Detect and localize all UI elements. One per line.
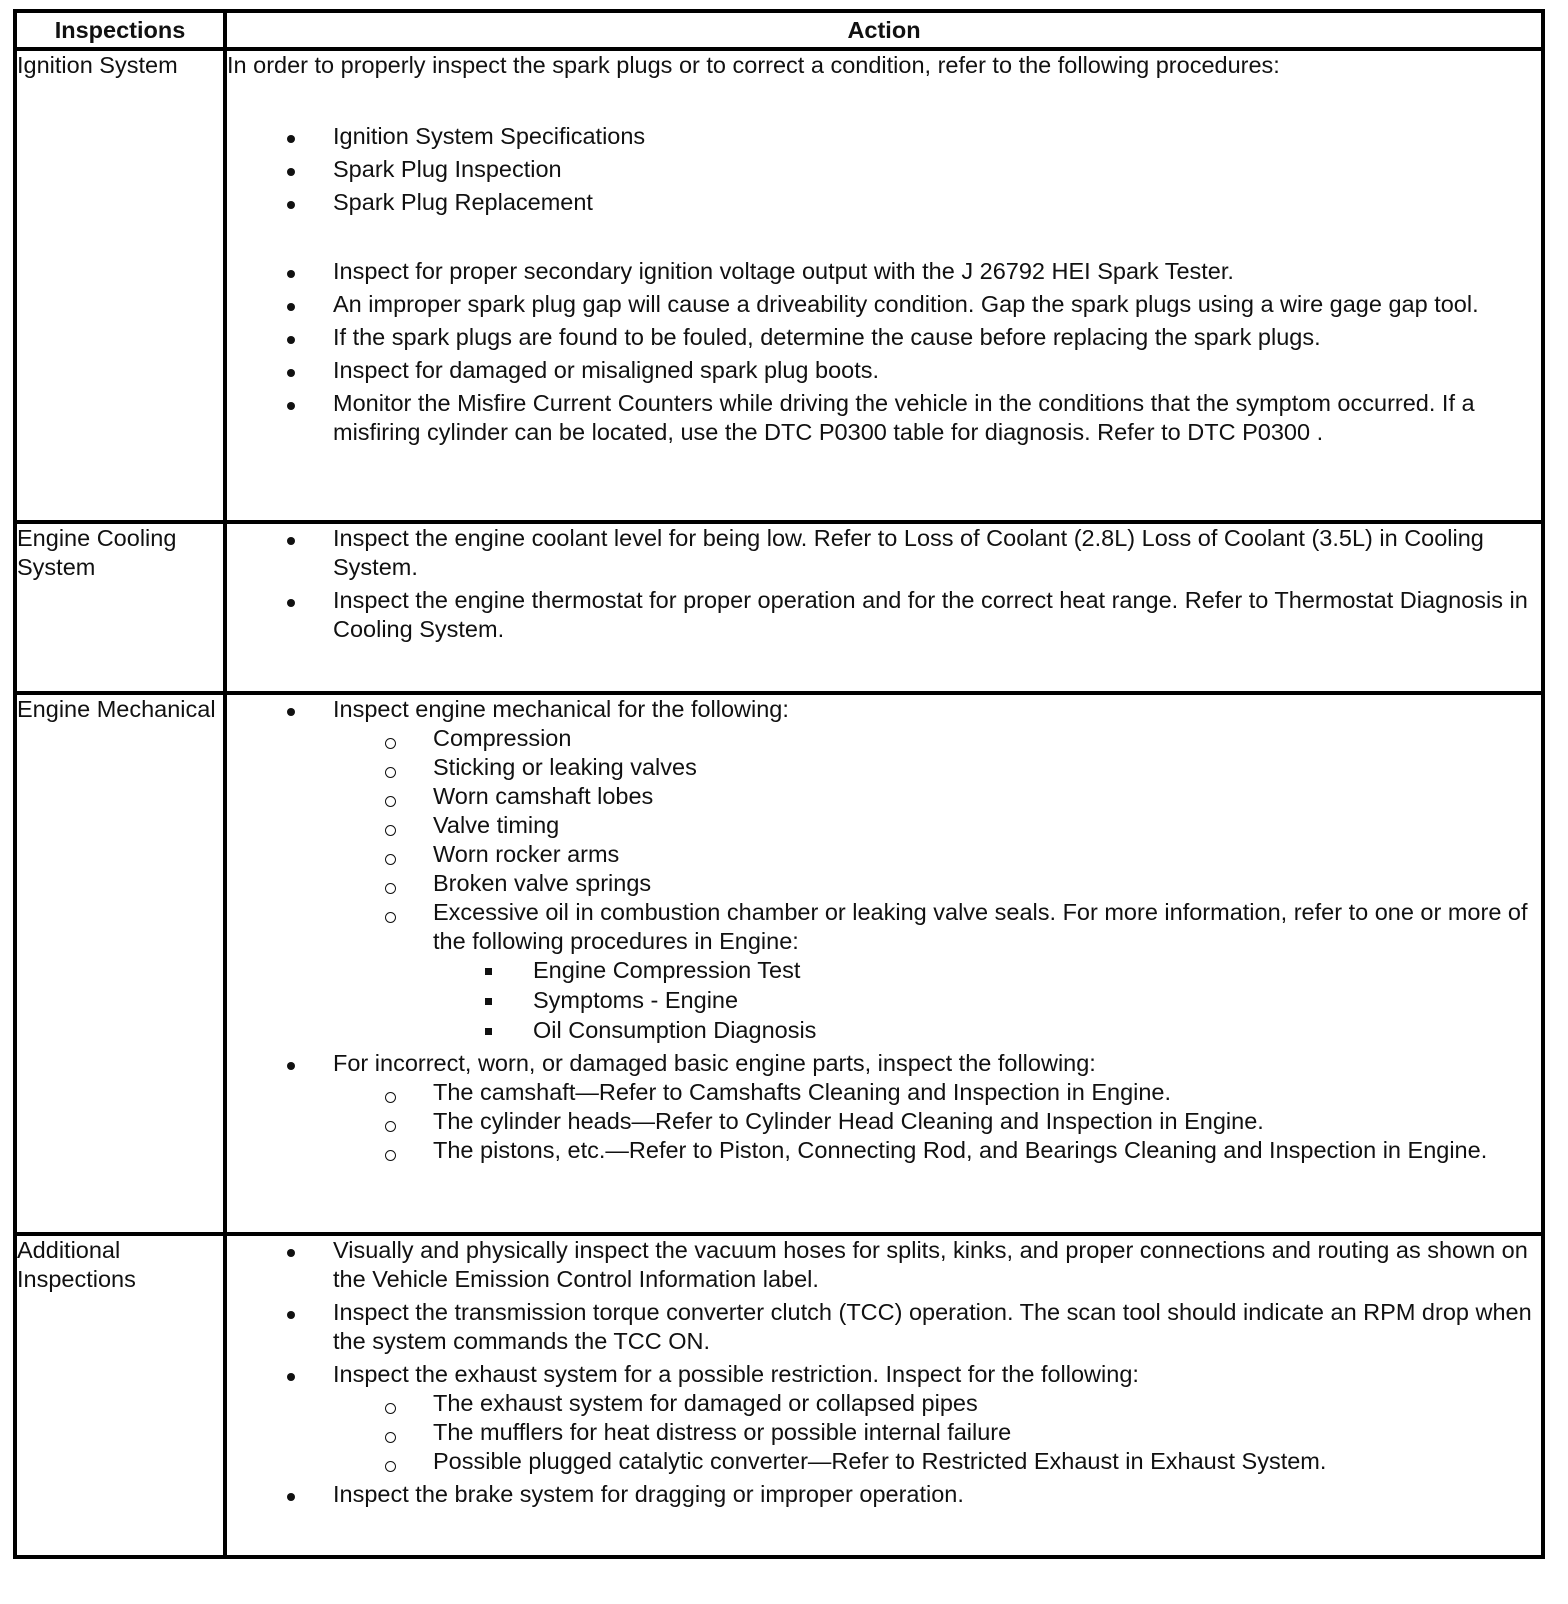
list-item: Inspect for proper secondary ignition voltage output with the J 26792 HEI Spark Tester. xyxy=(227,257,1541,286)
row-label: Ignition System xyxy=(15,49,225,522)
sub-list-item: The mufflers for heat distress or possible internal failure xyxy=(333,1418,1541,1447)
row-action xyxy=(225,1234,1543,1557)
list-item: Inspect the engine thermostat for proper operation and for the correct heat range. Refer to Thermostat Diagnosis in Cooling System. xyxy=(227,586,1541,644)
circle-bullet-icon xyxy=(385,1432,396,1443)
bullet-icon xyxy=(287,1493,295,1501)
bullet-icon xyxy=(287,1249,295,1257)
list-item: If the spark plugs are found to be fouled, determine the cause before replacing the spark plugs. xyxy=(227,323,1541,352)
sub-list xyxy=(333,1078,1541,1165)
nested-list-item: Engine Compression Test xyxy=(433,956,1541,985)
circle-bullet-icon xyxy=(385,767,396,778)
sub-list-item: The camshaft—Refer to Camshafts Cleaning and Inspection in Engine. xyxy=(333,1078,1541,1107)
row-action xyxy=(225,693,1543,1234)
nested-list-item: Symptoms - Engine xyxy=(433,986,1541,1015)
list-item: For incorrect, worn, or damaged basic engine parts, inspect the following: The camshaft—Refer to Camshafts Cleaning and Inspection in Engine. The cylinder heads—Refer to Cylinder Head Cleaning and Inspection in Engine. The pistons, etc.—Refer to Piston, Connecting Rod, and Bearings Cleaning and Inspection in Engine. xyxy=(227,1049,1541,1165)
sub-list-item: Worn camshaft lobes xyxy=(333,782,1541,811)
bullet-icon xyxy=(287,201,295,209)
list-item: Spark Plug Replacement xyxy=(227,188,1541,217)
inspection-list xyxy=(227,524,1541,644)
row-action xyxy=(225,49,1543,522)
list-item: Inspect engine mechanical for the following: Compression Sticking or leaking valves Worn camshaft lobes Valve timing Worn rocker arms Broken valve springs Excessive oil in combustion chamber or leaking valve seals. For more information, refer to one or more of the following procedures in Engine: Engine Compression Test Symptoms - Engine Oil Consumption Diagnosis xyxy=(227,695,1541,1045)
circle-bullet-icon xyxy=(385,1150,396,1161)
circle-bullet-icon xyxy=(385,1121,396,1132)
sub-list-item: Broken valve springs xyxy=(333,869,1541,898)
circle-bullet-icon xyxy=(385,1403,396,1414)
list-item: Inspect the engine coolant level for being low. Refer to Loss of Coolant (2.8L) Loss of Coolant (3.5L) in Cooling System. xyxy=(227,524,1541,582)
bullet-icon xyxy=(287,1062,295,1070)
sub-list xyxy=(333,724,1541,1045)
sub-list-item: Valve timing xyxy=(333,811,1541,840)
nested-sub-list xyxy=(433,956,1541,1045)
row-ignition-system xyxy=(15,49,1543,522)
header-row xyxy=(15,11,1543,49)
row-label: Engine Cooling System xyxy=(15,522,225,693)
bullet-icon xyxy=(287,1373,295,1381)
list-item: Visually and physically inspect the vacuum hoses for splits, kinks, and proper connections and routing as shown on the Vehicle Emission Control Information label. xyxy=(227,1236,1541,1294)
sub-list xyxy=(333,1389,1541,1476)
bullet-icon xyxy=(287,336,295,344)
row-label: Engine Mechanical xyxy=(15,693,225,1234)
inspection-list xyxy=(227,1236,1541,1509)
circle-bullet-icon xyxy=(385,1092,396,1103)
bullet-icon xyxy=(287,168,295,176)
inspection-list xyxy=(227,257,1541,447)
sub-list-item: Compression xyxy=(333,724,1541,753)
sub-list-item: Excessive oil in combustion chamber or leaking valve seals. For more information, refer to one or more of the following procedures in Engine: Engine Compression Test Symptoms - Engine Oil Consumption Diagnosis xyxy=(333,898,1541,1045)
procedure-list xyxy=(227,122,1541,217)
row-action xyxy=(225,522,1543,693)
square-bullet-icon xyxy=(485,998,492,1005)
row-additional-inspections xyxy=(15,1234,1543,1557)
square-bullet-icon xyxy=(485,1028,492,1035)
inspection-list xyxy=(227,695,1541,1165)
intro-text: In order to properly inspect the spark plugs or to correct a condition, refer to the following procedures: xyxy=(227,52,1280,78)
bullet-icon xyxy=(287,369,295,377)
nested-list-item: Oil Consumption Diagnosis xyxy=(433,1016,1541,1045)
list-item: Spark Plug Inspection xyxy=(227,155,1541,184)
list-item: Monitor the Misfire Current Counters while driving the vehicle in the conditions that the symptom occurred. If a misfiring cylinder can be located, use the DTC P0300 table for diagnosis. Refer to DTC P0300 . xyxy=(227,389,1541,447)
row-engine-cooling-system xyxy=(15,522,1543,693)
sub-list-item: The pistons, etc.—Refer to Piston, Connecting Rod, and Bearings Cleaning and Inspection in Engine. xyxy=(333,1136,1541,1165)
header-action: Action xyxy=(225,11,1543,49)
list-item: Inspect the exhaust system for a possible restriction. Inspect for the following: The exhaust system for damaged or collapsed pipes The mufflers for heat distress or possible internal failure Possible plugged catalytic converter—Refer to Restricted Exhaust in Exhaust System. xyxy=(227,1360,1541,1476)
circle-bullet-icon xyxy=(385,796,396,807)
row-label: Additional Inspections xyxy=(15,1234,225,1557)
circle-bullet-icon xyxy=(385,1461,396,1472)
circle-bullet-icon xyxy=(385,854,396,865)
sub-list-item: Possible plugged catalytic converter—Refer to Restricted Exhaust in Exhaust System. xyxy=(333,1447,1541,1476)
sub-list-item: Worn rocker arms xyxy=(333,840,1541,869)
list-item: Inspect the transmission torque converter clutch (TCC) operation. The scan tool should indicate an RPM drop when the system commands the TCC ON. xyxy=(227,1298,1541,1356)
list-item: Inspect for damaged or misaligned spark plug boots. xyxy=(227,356,1541,385)
square-bullet-icon xyxy=(485,968,492,975)
bullet-icon xyxy=(287,402,295,410)
header-inspections: Inspections xyxy=(15,11,225,49)
bullet-icon xyxy=(287,708,295,716)
list-item: Ignition System Specifications xyxy=(227,122,1541,151)
sub-list-item: The exhaust system for damaged or collapsed pipes xyxy=(333,1389,1541,1418)
list-item: An improper spark plug gap will cause a driveability condition. Gap the spark plugs using a wire gage gap tool. xyxy=(227,290,1541,319)
bullet-icon xyxy=(287,270,295,278)
bullet-icon xyxy=(287,1311,295,1319)
row-engine-mechanical xyxy=(15,693,1543,1234)
sub-list-item: The cylinder heads—Refer to Cylinder Head Cleaning and Inspection in Engine. xyxy=(333,1107,1541,1136)
list-item: Inspect the brake system for dragging or improper operation. xyxy=(227,1480,1541,1509)
circle-bullet-icon xyxy=(385,738,396,749)
sub-list-item: Sticking or leaking valves xyxy=(333,753,1541,782)
circle-bullet-icon xyxy=(385,883,396,894)
bullet-icon xyxy=(287,599,295,607)
circle-bullet-icon xyxy=(385,825,396,836)
inspections-table xyxy=(13,9,1545,1559)
bullet-icon xyxy=(287,537,295,545)
circle-bullet-icon xyxy=(385,912,396,923)
bullet-icon xyxy=(287,135,295,143)
bullet-icon xyxy=(287,303,295,311)
